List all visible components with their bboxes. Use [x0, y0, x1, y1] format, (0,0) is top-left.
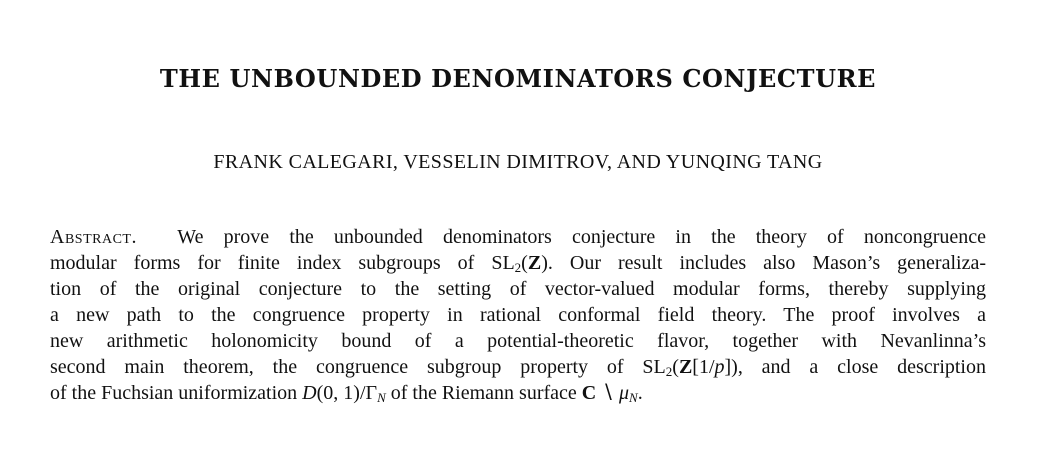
abstract-line-4: a new path to the congruence property in rational conformal field theory. The proof involves a — [50, 304, 986, 326]
abstract — [50, 224, 986, 406]
abstract-label: Abstract. — [50, 226, 137, 248]
abstract-line-7: of the Fuchsian uniformization D(0, $1)/\Gamma_N$ of the Riemann surface C ∖ $\mu_N$. — [50, 382, 643, 405]
abstract-line-2: modular forms for finite index subgroups of $SL_2(Z)$. Our result includes also Mason’s generaliza- — [50, 252, 986, 275]
abstract-line-5: new arithmetic holonomicity bound of a potential-theoretic flavor, together with Nevanlinna’s — [50, 330, 986, 352]
abstract-text: We prove the unbounded denominators conjecture in the theory of noncongruence — [177, 226, 986, 248]
author-list: FRANK CALEGARI, VESSELIN DIMITROV, AND YUNQING TANG — [213, 151, 823, 173]
abstract-line-6: second main theorem, the congruence subgroup property of $SL_2(Z[1/p])$, and a close description — [50, 356, 986, 379]
abstract-line-3: tion of the original conjecture to the setting of vector-valued modular forms, thereby supplying — [50, 278, 986, 300]
paper-title: THE UNBOUNDED DENOMINATORS CONJECTURE — [159, 64, 877, 93]
abstract-line-1 — [50, 224, 986, 250]
